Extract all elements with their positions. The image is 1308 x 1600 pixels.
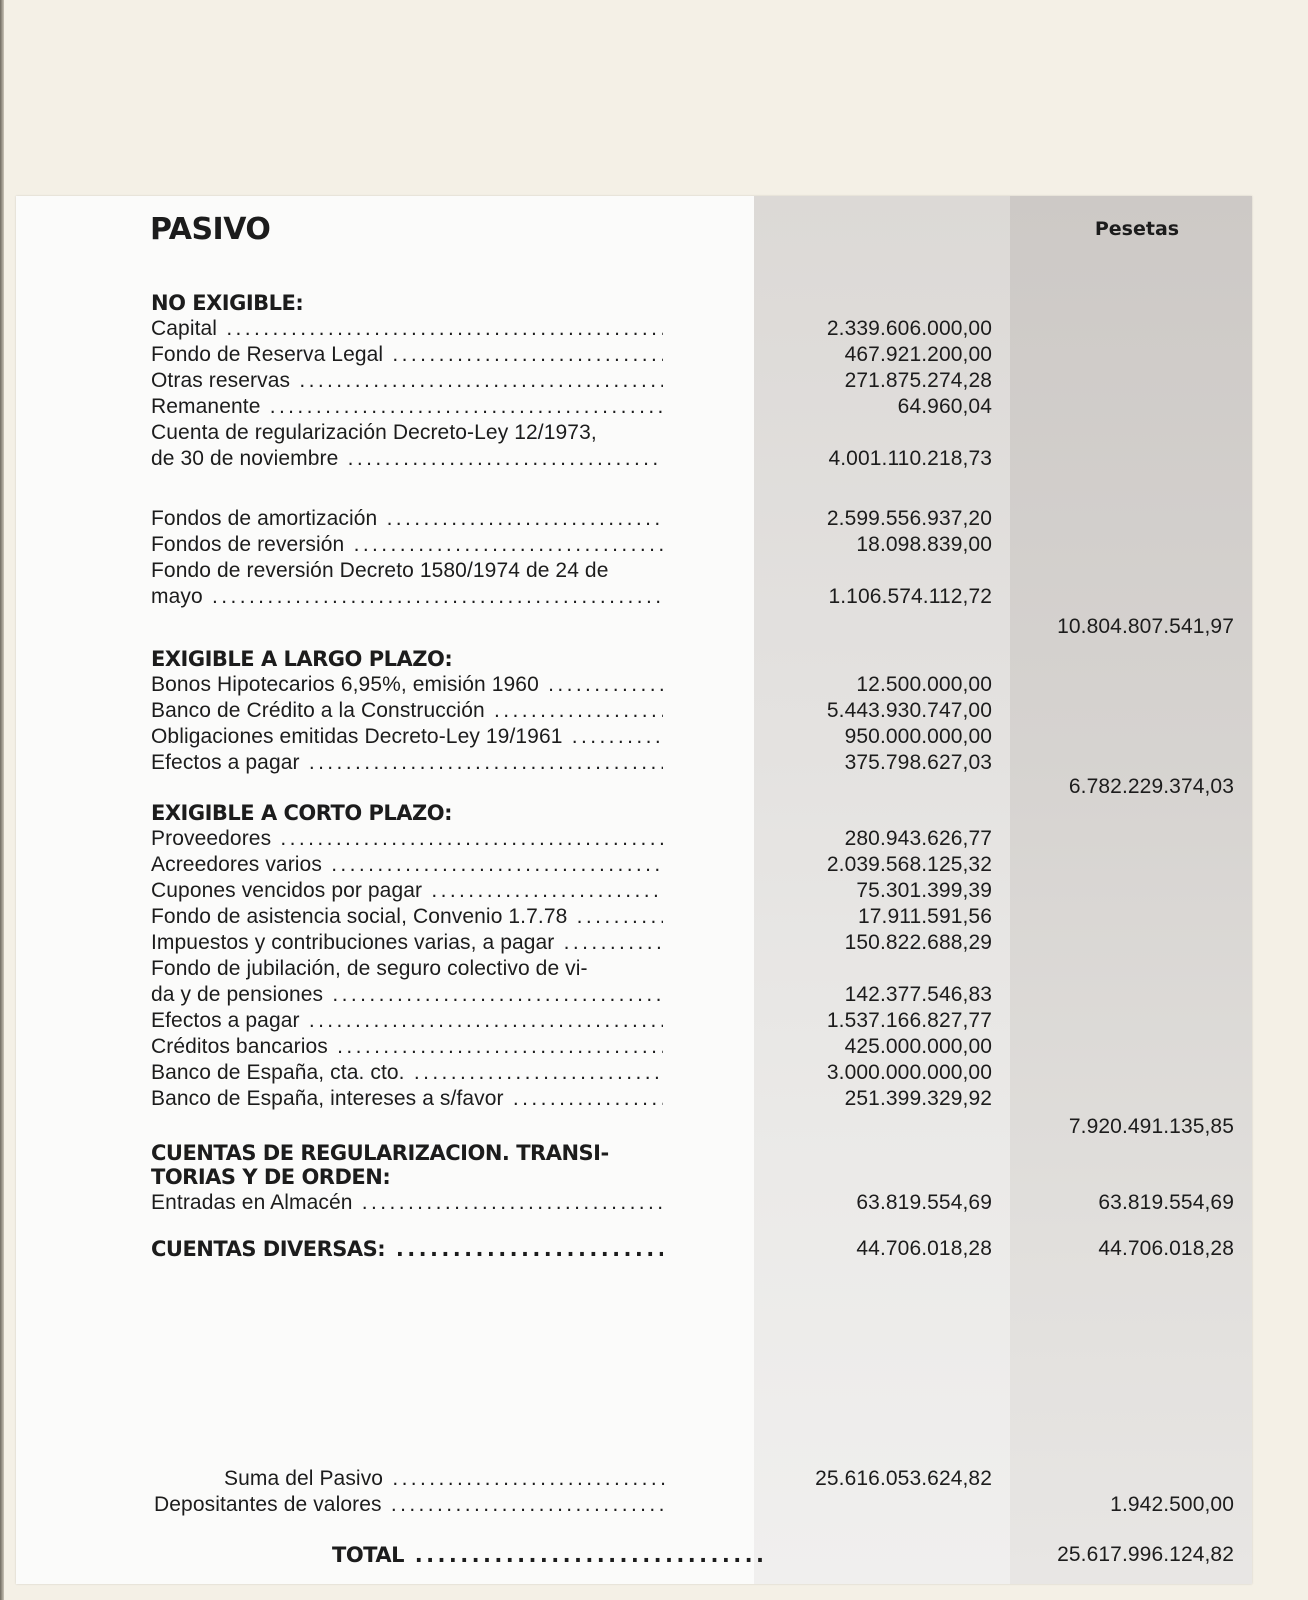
summary-depositantes: Depositantes de valores ..... 1.942.500,00 <box>0 1492 1308 1518</box>
line-item: Banco de Crédito a la Construcción ..... 5.443.930.747,00 <box>0 698 1308 724</box>
column-header-pesetas: Pesetas <box>1094 218 1180 240</box>
section-total-diversas: 44.706.018,28 <box>1098 1237 1234 1260</box>
line-item-label-line1: Fondo de reversión Decreto 1580/1974 de 24 de <box>151 559 609 582</box>
line-item: Créditos bancarios ..... 425.000.000,00 <box>0 1034 1308 1060</box>
line-item: Fondo de Reserva Legal ..... 467.921.200,00 <box>0 342 1308 368</box>
line-item: de 30 de noviembre ..... 4.001.110.218,73 <box>0 446 1308 472</box>
summary-total: TOTAL ..... 25.617.996.124,82 <box>0 1542 1308 1568</box>
section-total-corto-plazo: 7.920.491.135,85 <box>1068 1115 1234 1138</box>
line-item-label-line1: Cuenta de regularización Decreto-Ley 12/1973, <box>151 421 597 444</box>
section-total-regularizacion: 63.819.554,69 <box>1098 1191 1234 1214</box>
section-cuentas-diversas: CUENTAS DIVERSAS: ..... 44.706.018,28 44.706.018,28 <box>0 1236 1308 1262</box>
line-item: Proveedores ..... 280.943.626,77 <box>0 826 1308 852</box>
line-item: Cupones vencidos por pagar ..... 75.301.399,39 <box>0 878 1308 904</box>
line-item: Remanente ..... 64.960,04 <box>0 394 1308 420</box>
line-item: Impuestos y contribuciones varias, a pagar ..... 150.822.688,29 <box>0 930 1308 956</box>
line-item: Efectos a pagar ..... 1.537.166.827,77 <box>0 1008 1308 1034</box>
line-item: Fondo de asistencia social, Convenio 1.7.78 ..... 17.911.591,56 <box>0 904 1308 930</box>
line-item: Capital ..... 2.339.606.000,00 <box>0 316 1308 342</box>
line-item: Efectos a pagar ..... 375.798.627,03 <box>0 750 1308 776</box>
line-item: Obligaciones emitidas Decreto-Ley 19/1961 ..... 950.000.000,00 <box>0 724 1308 750</box>
line-item-label-line1: Fondo de jubilación, de seguro colectivo de vi- <box>151 957 588 980</box>
section-total-largo-plazo: 6.782.229.374,03 <box>1068 775 1234 798</box>
line-item: da y de pensiones ..... 142.377.546,83 <box>0 982 1308 1008</box>
section-heading-largo-plazo: EXIGIBLE A LARGO PLAZO: <box>151 647 453 671</box>
line-item: Banco de España, intereses a s/favor ..... 251.399.329,92 <box>0 1086 1308 1112</box>
line-item: Fondos de amortización ..... 2.599.556.937,20 <box>0 506 1308 532</box>
section-total-no-exigible: 10.804.807.541,97 <box>1057 615 1234 638</box>
summary-suma-pasivo: Suma del Pasivo ..... 25.616.053.624,82 <box>0 1466 1308 1492</box>
line-item: Bonos Hipotecarios 6,95%, emisión 1960 ..... 12.500.000,00 <box>0 672 1308 698</box>
page-title: PASIVO <box>150 212 271 247</box>
section-heading-regularizacion-line2: TORIAS Y DE ORDEN: <box>151 1165 391 1189</box>
line-item: Otras reservas ..... 271.875.274,28 <box>0 368 1308 394</box>
line-item: Fondos de reversión ..... 18.098.839,00 <box>0 532 1308 558</box>
section-heading-regularizacion: CUENTAS DE REGULARIZACION. TRANSI- <box>151 1141 609 1165</box>
section-heading-corto-plazo: EXIGIBLE A CORTO PLAZO: <box>151 801 452 825</box>
line-item: Entradas en Almacén ..... 63.819.554,69 63.819.554,69 <box>0 1190 1308 1216</box>
line-item: Acreedores varios ..... 2.039.568.125,32 <box>0 852 1308 878</box>
line-item: mayo ..... 1.106.574.112,72 <box>0 584 1308 610</box>
section-heading-no-exigible: NO EXIGIBLE: <box>151 291 304 315</box>
line-item: Banco de España, cta. cto. ..... 3.000.000.000,00 <box>0 1060 1308 1086</box>
